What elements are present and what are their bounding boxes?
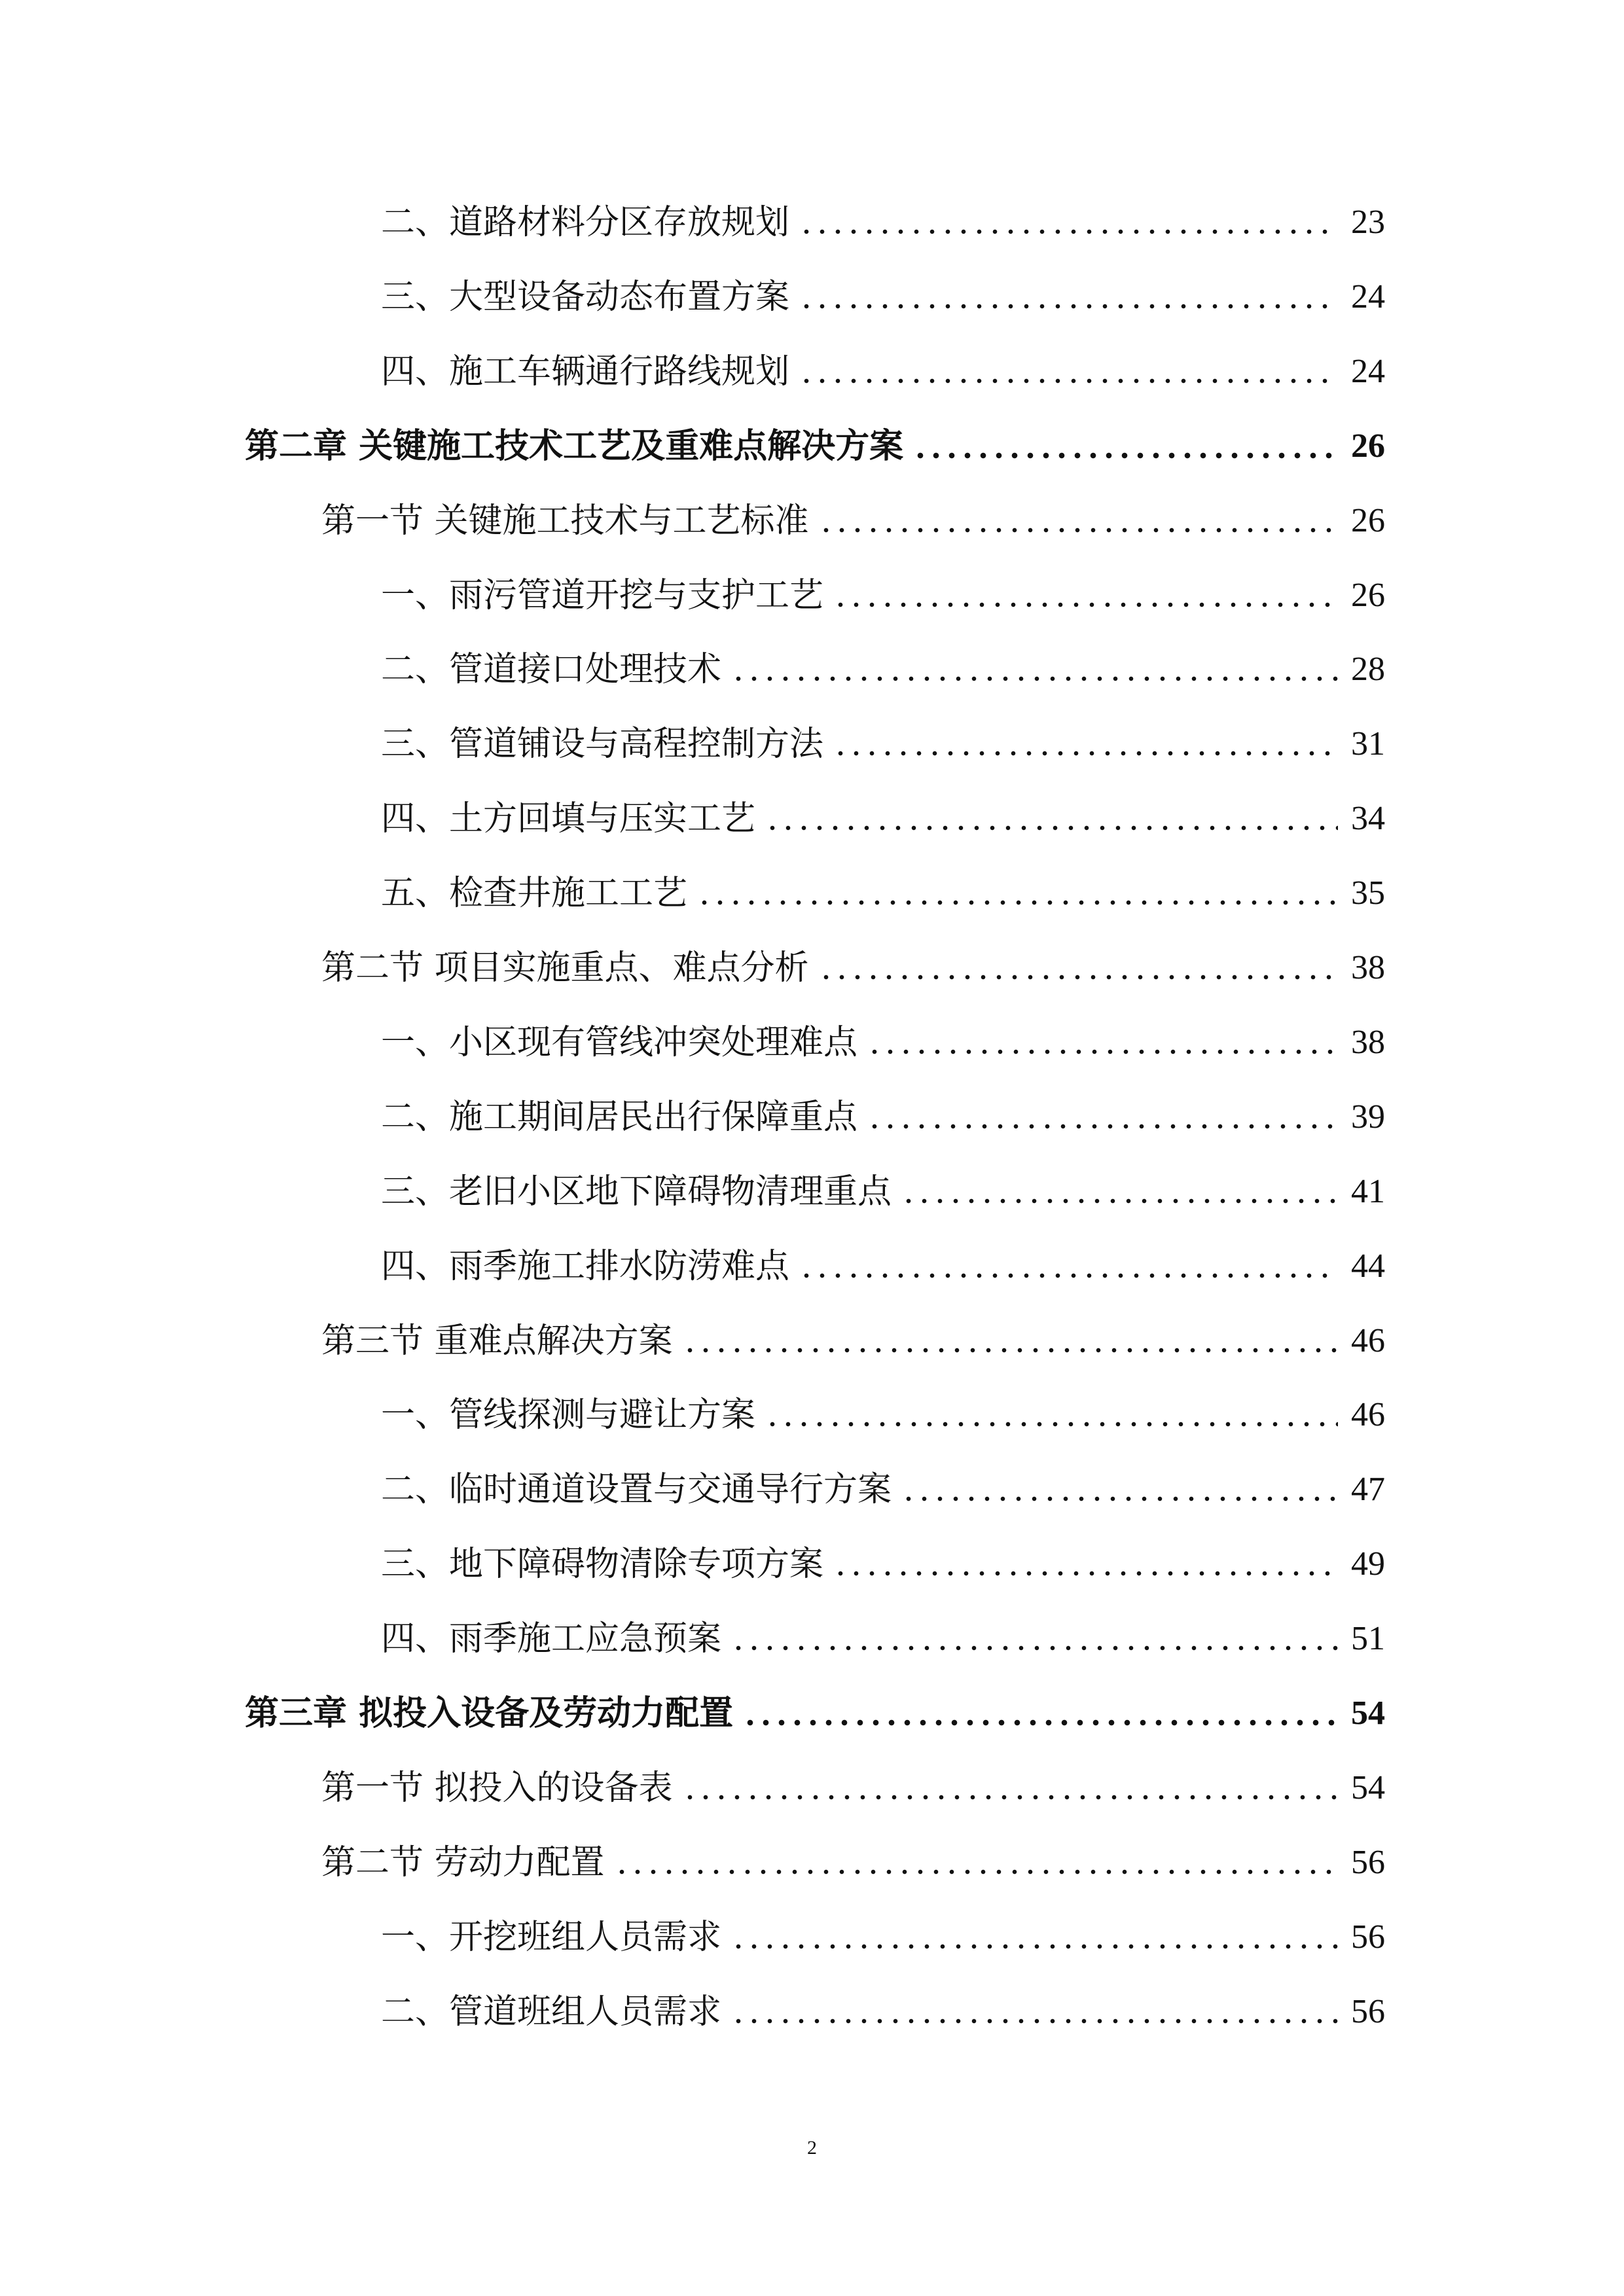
page-number: 2 xyxy=(807,2137,817,2159)
toc-entry-page-number: 23 xyxy=(1351,204,1385,241)
dot-leader xyxy=(731,1645,1338,1651)
toc-entry-page-number: 47 xyxy=(1351,1471,1385,1508)
toc-entry-label: 三、大型设备动态布置方案 xyxy=(381,278,790,317)
toc-entry-label: 第三章 拟投入设备及劳动力配置 xyxy=(245,1693,734,1733)
toc-entry[interactable] xyxy=(381,640,1385,699)
toc-entry-page-number: 49 xyxy=(1351,1545,1385,1583)
toc-entry[interactable] xyxy=(381,1237,1385,1296)
toc-entry-label: 二、道路材料分区存放规划 xyxy=(381,203,790,242)
toc-entry-page-number: 31 xyxy=(1351,725,1385,762)
toc-entry[interactable] xyxy=(381,1088,1385,1147)
toc-entry-label: 三、老旧小区地下障碍物清理重点 xyxy=(381,1172,892,1211)
dot-leader xyxy=(765,825,1338,831)
toc-entry[interactable] xyxy=(381,1386,1385,1444)
toc-entry-page-number: 56 xyxy=(1351,1993,1385,2030)
dot-leader xyxy=(799,229,1338,234)
toc-entry-page-number: 41 xyxy=(1351,1173,1385,1210)
toc-entry-page-number: 35 xyxy=(1351,874,1385,912)
toc-entry-label: 四、施工车辆通行路线规划 xyxy=(381,352,790,391)
toc-entry-label: 第二章 关键施工技术工艺及重难点解决方案 xyxy=(245,426,904,466)
dot-leader xyxy=(731,2018,1338,2024)
toc-entry-label: 第三节 重难点解决方案 xyxy=(321,1321,673,1361)
dot-leader xyxy=(912,452,1338,459)
dot-leader xyxy=(833,751,1338,756)
dot-leader xyxy=(818,528,1338,533)
toc-entry[interactable] xyxy=(381,342,1385,401)
dot-leader xyxy=(867,1049,1338,1054)
toc-entry-label: 二、管道接口处理技术 xyxy=(381,650,722,689)
toc-entry[interactable] xyxy=(381,789,1385,848)
toc-entry[interactable] xyxy=(381,864,1385,923)
toc-entry-page-number: 26 xyxy=(1351,427,1385,465)
dot-leader xyxy=(799,1273,1338,1278)
toc-entry-page-number: 54 xyxy=(1351,1769,1385,1806)
toc-entry-page-number: 39 xyxy=(1351,1098,1385,1136)
toc-entry-page-number: 26 xyxy=(1351,577,1385,614)
toc-entry-label: 三、管道铺设与高程控制方法 xyxy=(381,725,824,764)
dot-leader xyxy=(901,1496,1338,1501)
dot-leader xyxy=(682,1795,1338,1800)
dot-leader xyxy=(799,304,1338,309)
toc-entry-label: 第二节 劳动力配置 xyxy=(321,1843,605,1882)
toc-entry-label: 四、雨季施工应急预案 xyxy=(381,1619,722,1659)
toc-entry[interactable] xyxy=(381,1460,1385,1519)
toc-entry-page-number: 51 xyxy=(1351,1620,1385,1657)
dot-leader xyxy=(818,975,1338,980)
toc-entry-label: 第二节 项目实施重点、难点分析 xyxy=(321,948,809,988)
toc-entry[interactable] xyxy=(321,939,1385,997)
toc-entry[interactable] xyxy=(381,268,1385,327)
dot-leader xyxy=(833,602,1338,607)
toc-entry-page-number: 26 xyxy=(1351,502,1385,539)
toc-entry[interactable] xyxy=(321,492,1385,550)
toc-entry[interactable] xyxy=(381,193,1385,252)
toc-entry[interactable] xyxy=(321,1312,1385,1371)
toc-entry[interactable] xyxy=(381,1013,1385,1072)
toc-entry-label: 二、临时通道设置与交通导行方案 xyxy=(381,1470,892,1509)
toc-entry-page-number: 38 xyxy=(1351,949,1385,986)
toc-entry-page-number: 56 xyxy=(1351,1844,1385,1881)
toc-entry[interactable] xyxy=(245,1684,1385,1743)
toc-entry-page-number: 38 xyxy=(1351,1024,1385,1061)
toc-entry-page-number: 24 xyxy=(1351,353,1385,390)
dot-leader xyxy=(833,1571,1338,1576)
dot-leader xyxy=(901,1198,1338,1204)
dot-leader xyxy=(682,1348,1338,1353)
dot-leader xyxy=(731,1944,1338,1949)
toc-entry-label: 二、施工期间居民出行保障重点 xyxy=(381,1098,858,1137)
toc-entry[interactable] xyxy=(381,715,1385,774)
toc-entry[interactable] xyxy=(381,1908,1385,1967)
dot-leader xyxy=(696,900,1338,905)
toc-entry-page-number: 46 xyxy=(1351,1396,1385,1433)
dot-leader xyxy=(742,1719,1338,1726)
toc-entry-page-number: 44 xyxy=(1351,1247,1385,1285)
toc-entry-label: 一、小区现有管线冲突处理难点 xyxy=(381,1023,858,1062)
toc-entry-label: 二、管道班组人员需求 xyxy=(381,1992,722,2032)
toc-entry[interactable] xyxy=(321,1759,1385,1818)
toc-entry[interactable] xyxy=(381,566,1385,625)
toc-entry-label: 一、管线探测与避让方案 xyxy=(381,1395,756,1435)
toc-entry[interactable] xyxy=(381,1162,1385,1221)
toc-entry-page-number: 56 xyxy=(1351,1918,1385,1956)
dot-leader xyxy=(731,676,1338,681)
toc-entry[interactable] xyxy=(381,1982,1385,2041)
toc-entry-label: 第一节 关键施工技术与工艺标准 xyxy=(321,501,809,541)
toc-entry-label: 四、雨季施工排水防涝难点 xyxy=(381,1247,790,1286)
toc-entry[interactable] xyxy=(245,417,1385,476)
toc-entry[interactable] xyxy=(321,1833,1385,1892)
toc-entry-page-number: 24 xyxy=(1351,278,1385,315)
toc-entry-label: 第一节 拟投入的设备表 xyxy=(321,1768,673,1808)
toc-entry-label: 三、地下障碍物清除专项方案 xyxy=(381,1545,824,1584)
toc-entry[interactable] xyxy=(381,1535,1385,1594)
toc-entry[interactable] xyxy=(381,1609,1385,1668)
toc-entry-page-number: 46 xyxy=(1351,1322,1385,1359)
dot-leader xyxy=(614,1869,1338,1874)
toc-entry-label: 一、开挖班组人员需求 xyxy=(381,1918,722,1957)
toc-entry-label: 四、土方回填与压实工艺 xyxy=(381,799,756,838)
toc-entry-label: 一、雨污管道开挖与支护工艺 xyxy=(381,576,824,615)
toc-entry-page-number: 28 xyxy=(1351,651,1385,688)
toc-entry-page-number: 54 xyxy=(1351,1695,1385,1732)
toc-entry-page-number: 34 xyxy=(1351,800,1385,837)
dot-leader xyxy=(799,378,1338,384)
dot-leader xyxy=(867,1124,1338,1129)
toc-entry-label: 五、检查井施工工艺 xyxy=(381,874,688,913)
dot-leader xyxy=(765,1422,1338,1427)
